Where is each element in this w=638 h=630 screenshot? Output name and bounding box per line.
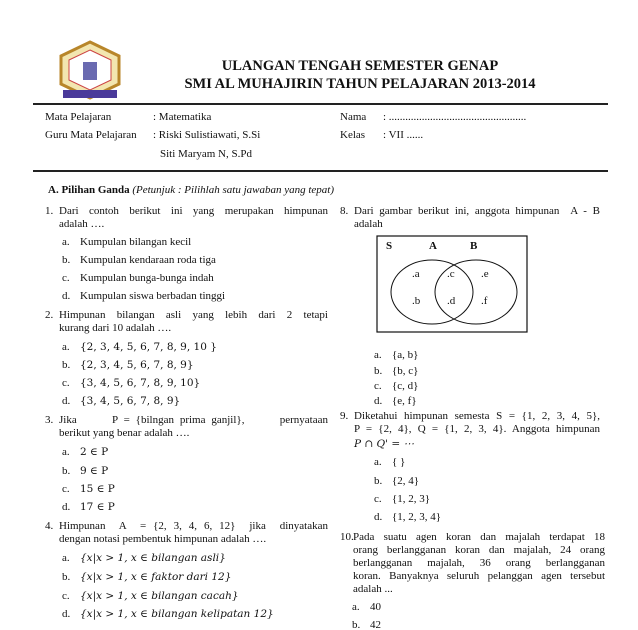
class-label: Kelas	[340, 129, 366, 141]
question-text: adalah ...	[353, 583, 393, 595]
question-text: Diketahui himpunan semesta S = {1, 2, 3, 4, 5},	[354, 410, 600, 422]
option-text[interactable]: {x|x > 1, x ∈ bilangan kelipatan 12}	[80, 608, 274, 620]
question-text: Dari contoh berikut ini yang merupakan himpunan	[59, 205, 328, 217]
option-text[interactable]: Kumpulan bilangan kecil	[80, 236, 192, 248]
option-letter: b.	[352, 619, 361, 630]
option-text[interactable]: {3, 4, 5, 6, 7, 8, 9}	[80, 395, 181, 407]
teacher-value-2: Siti Maryam N, S.Pd	[160, 148, 252, 160]
option-text[interactable]: 17 ∈ P	[80, 501, 115, 513]
option-letter: b.	[62, 254, 71, 266]
venn-diagram	[376, 235, 528, 333]
question-text: Himpunan A = {2, 3, 4, 6, 12} jika dinyatakan	[59, 520, 328, 532]
question-text: P = {2, 4}, Q = {1, 2, 3, 4}. Anggota himpunan	[354, 423, 600, 435]
class-field[interactable]: : VII ......	[383, 129, 424, 141]
venn-element: .c	[447, 268, 455, 280]
venn-element: .a	[412, 268, 420, 280]
name-label: Nama	[340, 111, 367, 123]
question-number: 8.	[340, 205, 349, 217]
option-letter: a.	[374, 456, 382, 468]
option-text[interactable]: {3, 4, 5, 6, 7, 8, 9, 10}	[80, 377, 201, 389]
question-number: 4.	[45, 520, 54, 532]
question-text: berlangganan majalah, 36 orang berlangganan	[353, 557, 605, 569]
subject-label: Mata Pelajaran	[45, 111, 112, 123]
venn-set-b-label: B	[470, 240, 478, 252]
option-text[interactable]: 15 ∈ P	[80, 483, 115, 495]
question-text: adalah ….	[59, 218, 105, 230]
option-text[interactable]: {2, 4}	[392, 475, 420, 487]
option-text[interactable]: {1, 2, 3}	[392, 493, 431, 505]
option-letter: d.	[62, 395, 71, 407]
option-text[interactable]: {c, d}	[392, 380, 419, 392]
option-letter: c.	[62, 377, 70, 389]
teacher-value: : Riski Sulistiawati, S.Si	[153, 129, 261, 141]
option-text[interactable]: {e, f}	[392, 395, 417, 407]
option-letter: b.	[62, 359, 71, 371]
option-text[interactable]: 2 ∈ P	[80, 446, 109, 458]
teacher-label: Guru Mata Pelajaran	[45, 129, 137, 141]
section-heading	[48, 184, 334, 196]
divider	[33, 103, 608, 105]
venn-set-a-label: A	[429, 240, 437, 252]
option-text[interactable]: {2, 3, 4, 5, 6, 7, 8, 9, 10 }	[80, 341, 217, 353]
question-text: Himpunan bilangan asli yang lebih dari 2 tetapi	[59, 309, 328, 321]
venn-element: .e	[481, 268, 489, 280]
question-text: Jika P = {bilngan prima ganjil}, pernyataan	[59, 414, 328, 426]
option-letter: a.	[352, 601, 360, 613]
question-text: berikut yang benar adalah ….	[59, 427, 190, 439]
option-text[interactable]: Kumpulan kendaraan roda tiga	[80, 254, 216, 266]
question-text: adalah	[354, 218, 383, 230]
option-letter: d.	[374, 511, 383, 523]
option-text[interactable]: 42	[370, 619, 381, 630]
question-number: 9.	[340, 410, 349, 422]
option-letter: b.	[62, 465, 71, 477]
option-letter: b.	[374, 365, 383, 377]
divider	[33, 170, 608, 172]
option-text[interactable]: Kumpulan siswa berbadan tinggi	[80, 290, 226, 302]
name-field[interactable]: : ..................................................	[383, 111, 527, 123]
question-text: kurang dari 10 adalah ….	[59, 322, 172, 334]
question-number: 1.	[45, 205, 54, 217]
option-text[interactable]: 9 ∈ P	[80, 465, 109, 477]
option-letter: d.	[62, 608, 71, 620]
option-letter: b.	[62, 571, 71, 583]
option-text[interactable]: 40	[370, 601, 381, 613]
question-text: P ∩ Q' = ⋯	[354, 438, 415, 450]
school-title: SMI AL MUHAJIRIN TAHUN PELAJARAN 2013-2014	[184, 76, 536, 92]
question-text: Pada suatu agen koran dan majalah terdapat 18	[353, 531, 605, 543]
option-letter: d.	[62, 501, 71, 513]
section-instruction: (Petunjuk : Pilihlah satu jawaban yang tepat)	[132, 184, 334, 196]
option-letter: a.	[62, 341, 70, 353]
option-text[interactable]: {x|x > 1, x ∈ bilangan cacah}	[80, 590, 239, 602]
venn-element: .b	[412, 295, 421, 307]
exam-title: ULANGAN TENGAH SEMESTER GENAP	[221, 58, 499, 74]
question-number: 2.	[45, 309, 54, 321]
subject-value: : Matematika	[153, 111, 212, 123]
option-letter: c.	[62, 483, 70, 495]
option-letter: d.	[62, 290, 71, 302]
option-text[interactable]: {x|x > 1, x ∈ faktor dari 12}	[80, 571, 232, 583]
option-letter: b.	[374, 475, 383, 487]
option-letter: c.	[62, 272, 70, 284]
option-letter: c.	[374, 380, 382, 392]
option-letter: d.	[374, 395, 383, 407]
question-number: 3.	[45, 414, 54, 426]
option-text[interactable]: {1, 2, 3, 4}	[392, 511, 442, 523]
section-label: A. Pilihan Ganda	[48, 184, 130, 196]
option-text[interactable]: {b, c}	[392, 365, 419, 377]
venn-element: .f	[481, 295, 488, 307]
venn-universe-label: S	[386, 240, 393, 252]
option-text[interactable]: {2, 3, 4, 5, 6, 7, 8, 9}	[80, 359, 194, 371]
option-letter: a.	[62, 446, 70, 458]
question-text: dengan notasi pembentuk himpunan adalah ….	[59, 533, 267, 545]
option-letter: a.	[374, 349, 382, 361]
option-text[interactable]: {x|x > 1, x ∈ bilangan asli}	[80, 552, 226, 564]
option-text[interactable]: { }	[392, 456, 406, 468]
question-text: Dari gambar berikut ini, anggota himpunan A - B	[354, 205, 600, 217]
question-text: orang berlangganan koran dan majalah, 24 orang	[353, 544, 605, 556]
option-text[interactable]: Kumpulan bunga-bunga indah	[80, 272, 214, 284]
venn-element: .d	[447, 295, 456, 307]
question-text: koran. Banyaknya seluruh pelanggan agen tersebut	[353, 570, 605, 582]
option-text[interactable]: {a, b}	[392, 349, 419, 361]
option-letter: c.	[374, 493, 382, 505]
option-letter: a.	[62, 236, 70, 248]
option-letter: c.	[62, 590, 70, 602]
option-letter: a.	[62, 552, 70, 564]
question-number: 10.	[340, 531, 354, 543]
